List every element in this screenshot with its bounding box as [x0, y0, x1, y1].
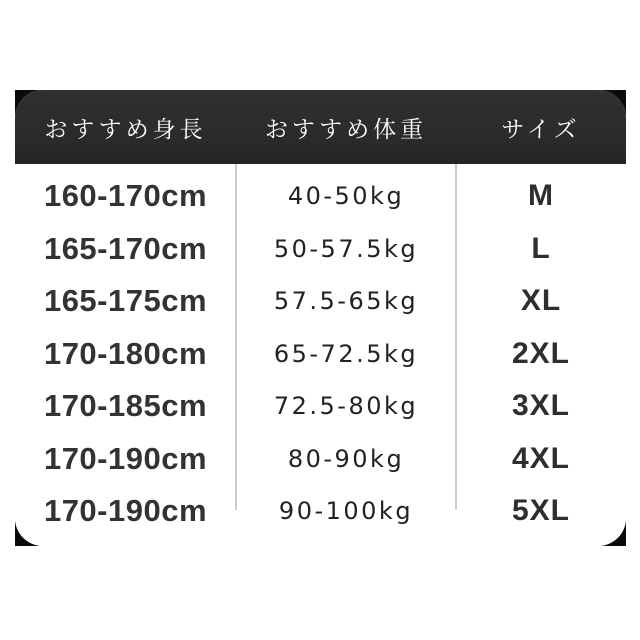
size-chart-card-inner: [15, 90, 626, 546]
table-header-row: [15, 90, 626, 164]
table-row: [15, 433, 626, 486]
table-row: [15, 485, 626, 538]
weight-cell: 57.5-65kg: [273, 287, 419, 316]
size-cell: XL: [520, 284, 562, 318]
col-header-size: サイズ: [501, 115, 581, 142]
col-header-recommended-weight: おすすめ体重: [264, 115, 428, 142]
height-cell: 165-175cm: [43, 283, 208, 319]
height-cell: 165-170cm: [43, 230, 208, 266]
col-header-recommended-height: おすすめ身長: [44, 115, 207, 142]
table-row: [15, 275, 626, 328]
height-cell: 170-190cm: [43, 440, 208, 476]
weight-cell: 80-90kg: [287, 444, 405, 473]
size-cell: M: [528, 179, 554, 213]
weight-cell: 50-57.5kg: [273, 234, 419, 263]
size-chart-card: [15, 90, 626, 546]
table-row: [15, 328, 626, 381]
table-body: [15, 164, 626, 546]
height-cell: 170-185cm: [43, 388, 208, 424]
height-cell: 170-180cm: [43, 335, 208, 371]
height-cell: 170-190cm: [43, 493, 208, 529]
weight-cell: 72.5-80kg: [273, 392, 419, 421]
weight-cell: 90-100kg: [278, 497, 414, 526]
table-row: [15, 380, 626, 433]
weight-cell: 65-72.5kg: [273, 339, 419, 368]
table-row: [15, 223, 626, 276]
weight-cell: 40-50kg: [287, 182, 405, 211]
size-cell: 5XL: [511, 494, 571, 528]
table-row: [15, 170, 626, 223]
size-cell: 4XL: [511, 441, 571, 475]
column-divider-left: [235, 164, 237, 510]
size-cell: 2XL: [511, 336, 571, 370]
size-cell: 3XL: [511, 389, 571, 423]
size-cell: L: [531, 231, 551, 265]
column-divider-right: [455, 164, 457, 510]
height-cell: 160-170cm: [43, 178, 208, 214]
